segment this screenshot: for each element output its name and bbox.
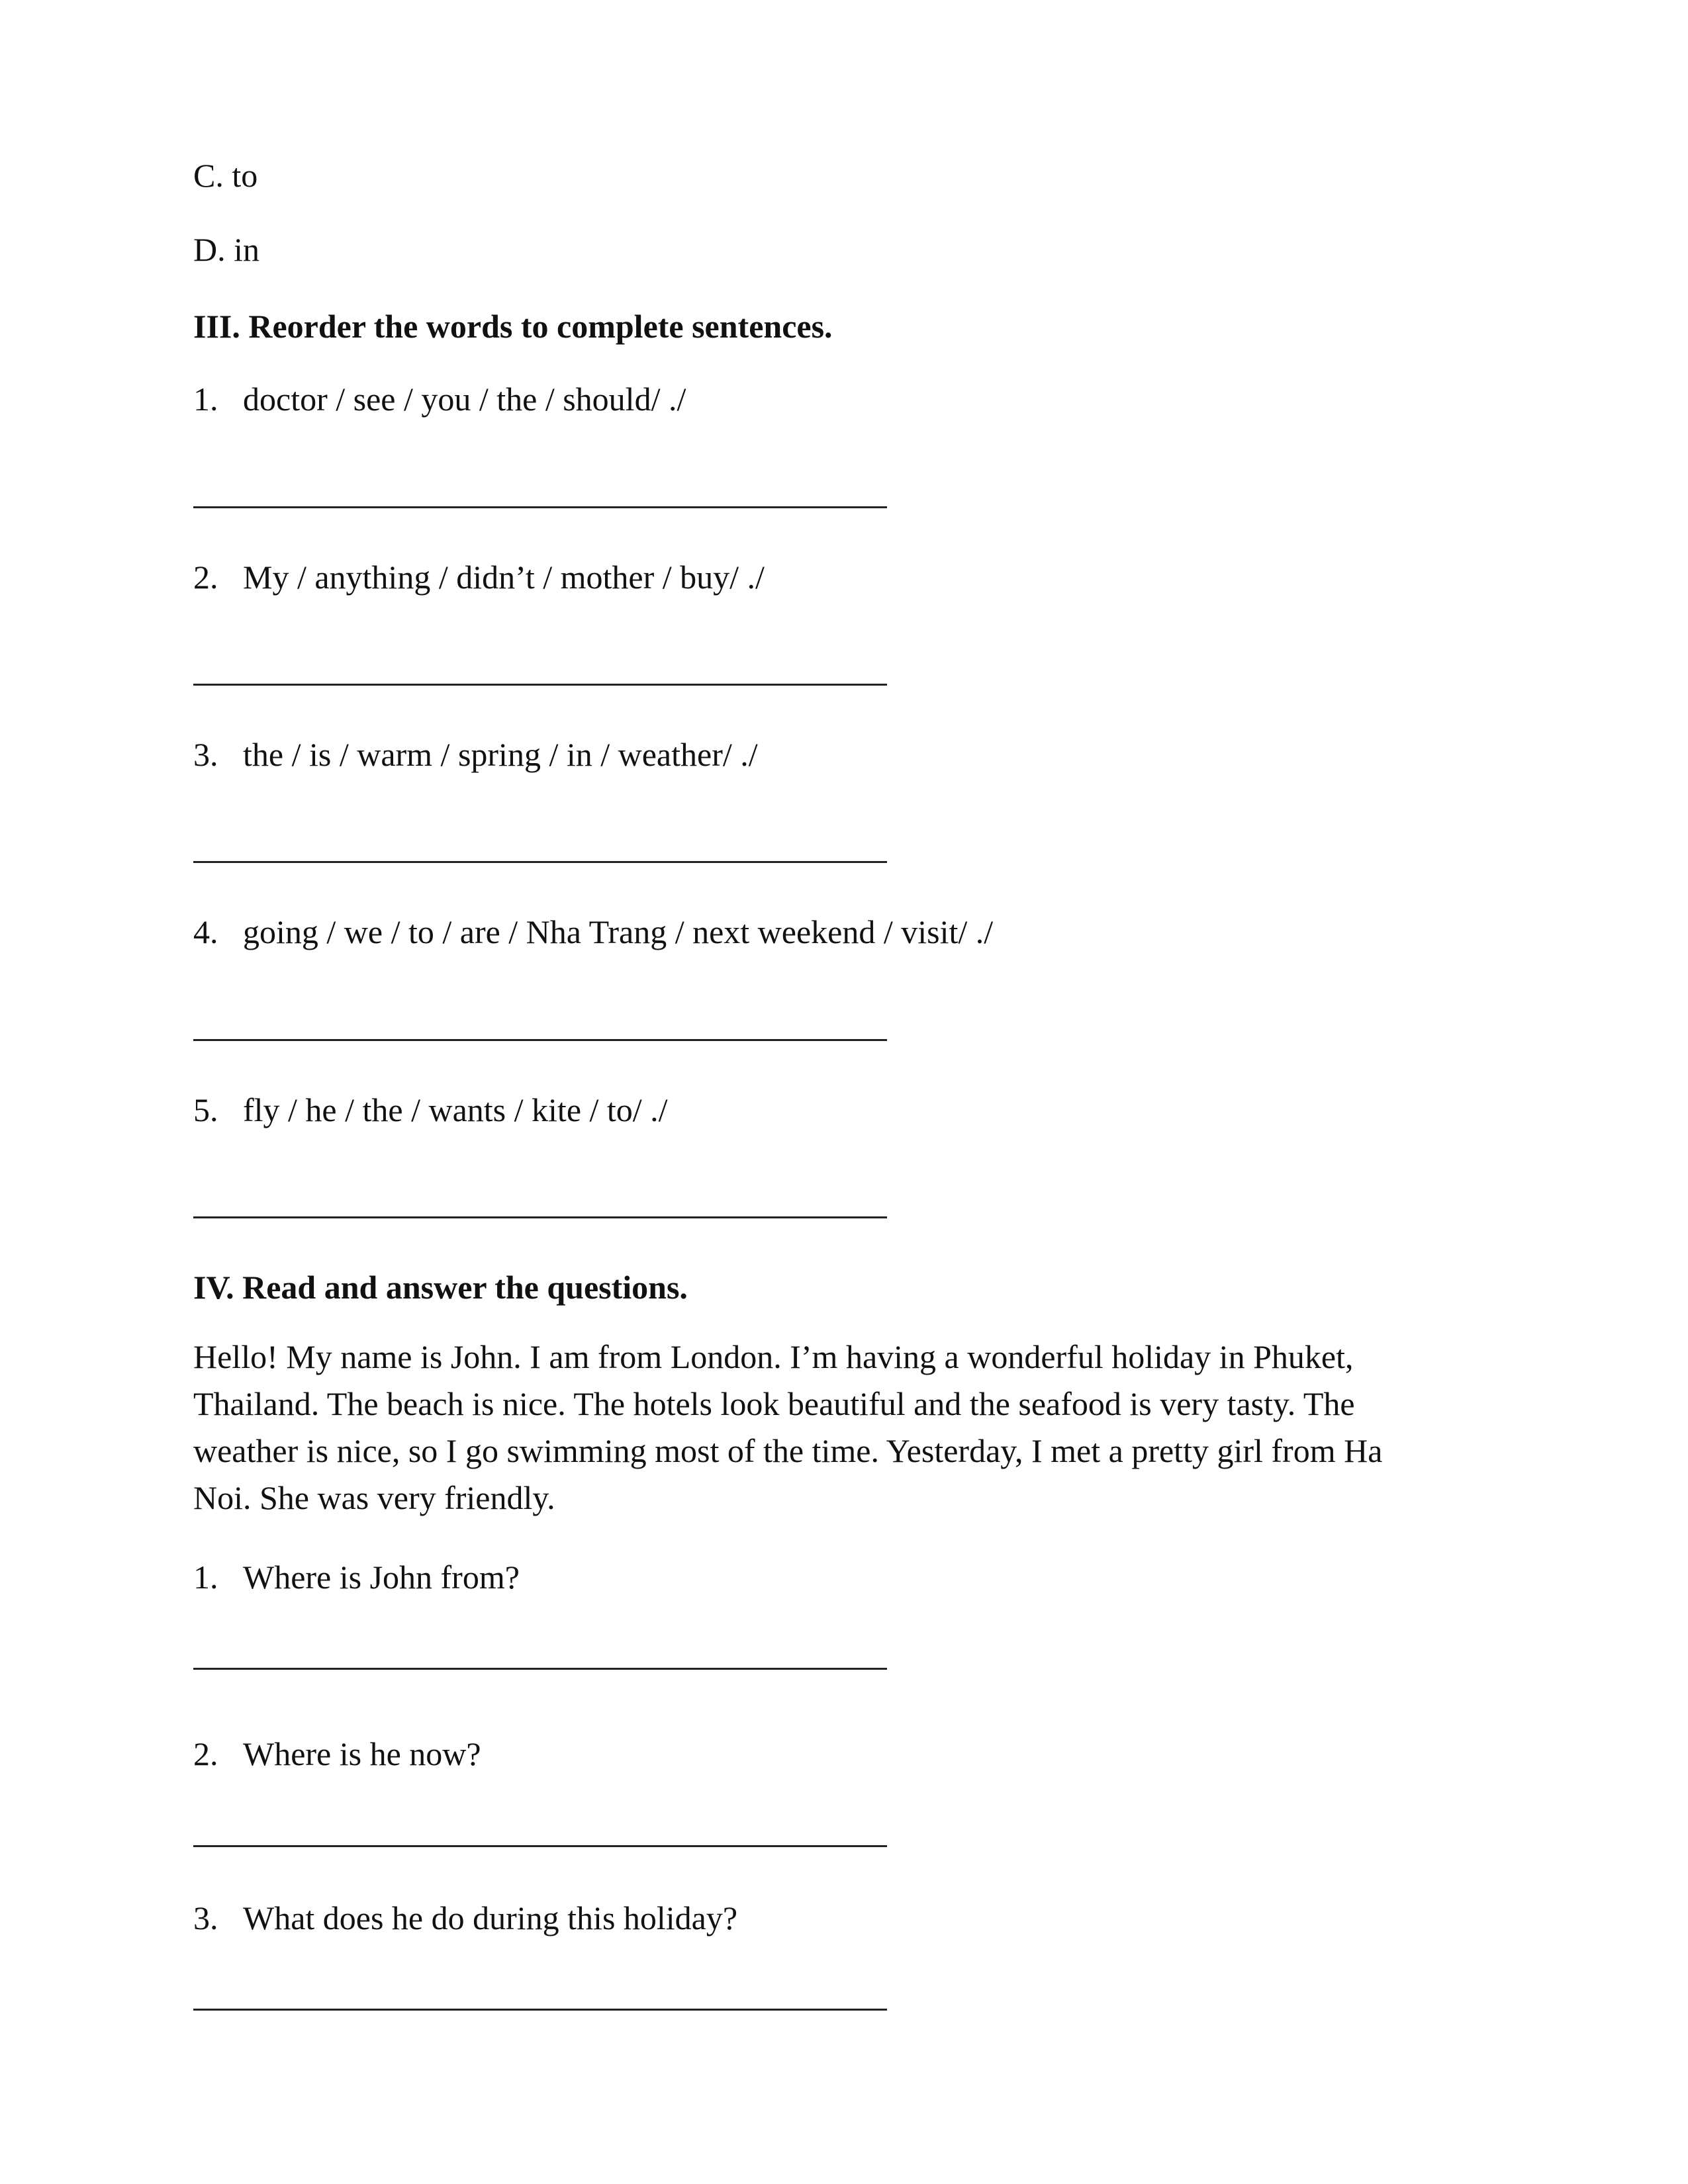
question-1-number: 1. bbox=[193, 1559, 218, 1596]
question-3-number: 3. bbox=[193, 1899, 218, 1936]
reorder-item-2-number: 2. bbox=[193, 559, 218, 596]
reorder-item-1-number: 1. bbox=[193, 381, 218, 418]
answer-line-question-3[interactable] bbox=[193, 2009, 887, 2011]
question-2-number: 2. bbox=[193, 1735, 218, 1772]
passage-line-1: Hello! My name is John. I am from London. I’m having a wonderful holiday in Phuket, bbox=[193, 1338, 1354, 1375]
reorder-item-3-text: the / is / warm / spring / in / weather/ ./ bbox=[243, 736, 758, 773]
reorder-item-3-number: 3. bbox=[193, 736, 218, 773]
answer-line-reorder-3[interactable] bbox=[193, 861, 887, 863]
section-3-title: III. Reorder the words to complete sentences. bbox=[193, 308, 833, 345]
option-d: D. in bbox=[193, 231, 259, 268]
answer-line-reorder-1[interactable] bbox=[193, 506, 887, 508]
passage-line-3: weather is nice, so I go swimming most of the time. Yesterday, I met a pretty girl from Ha bbox=[193, 1432, 1383, 1469]
section-4-title: IV. Read and answer the questions. bbox=[193, 1269, 688, 1306]
passage-line-4: Noi. She was very friendly. bbox=[193, 1479, 555, 1516]
reorder-item-4-text: going / we / to / are / Nha Trang / next weekend / visit/ ./ bbox=[243, 913, 994, 950]
reorder-item-1-text: doctor / see / you / the / should/ ./ bbox=[243, 381, 686, 418]
option-c: C. to bbox=[193, 157, 258, 194]
answer-line-reorder-4[interactable] bbox=[193, 1039, 887, 1041]
reorder-item-2-text: My / anything / didn’t / mother / buy/ ./ bbox=[243, 559, 765, 596]
reorder-item-5-number: 5. bbox=[193, 1091, 218, 1128]
question-1-text: Where is John from? bbox=[243, 1559, 520, 1596]
reading-passage bbox=[193, 1334, 1504, 1522]
passage-line-2: Thailand. The beach is nice. The hotels look beautiful and the seafood is very tasty. The bbox=[193, 1385, 1355, 1422]
reorder-item-4-number: 4. bbox=[193, 913, 218, 950]
question-3-text: What does he do during this holiday? bbox=[243, 1899, 738, 1936]
answer-line-question-1[interactable] bbox=[193, 1668, 887, 1670]
question-2-text: Where is he now? bbox=[243, 1735, 481, 1772]
reorder-item-5-text: fly / he / the / wants / kite / to/ ./ bbox=[243, 1091, 668, 1128]
answer-line-reorder-2[interactable] bbox=[193, 684, 887, 686]
answer-line-question-2[interactable] bbox=[193, 1845, 887, 1847]
answer-line-reorder-5[interactable] bbox=[193, 1216, 887, 1218]
